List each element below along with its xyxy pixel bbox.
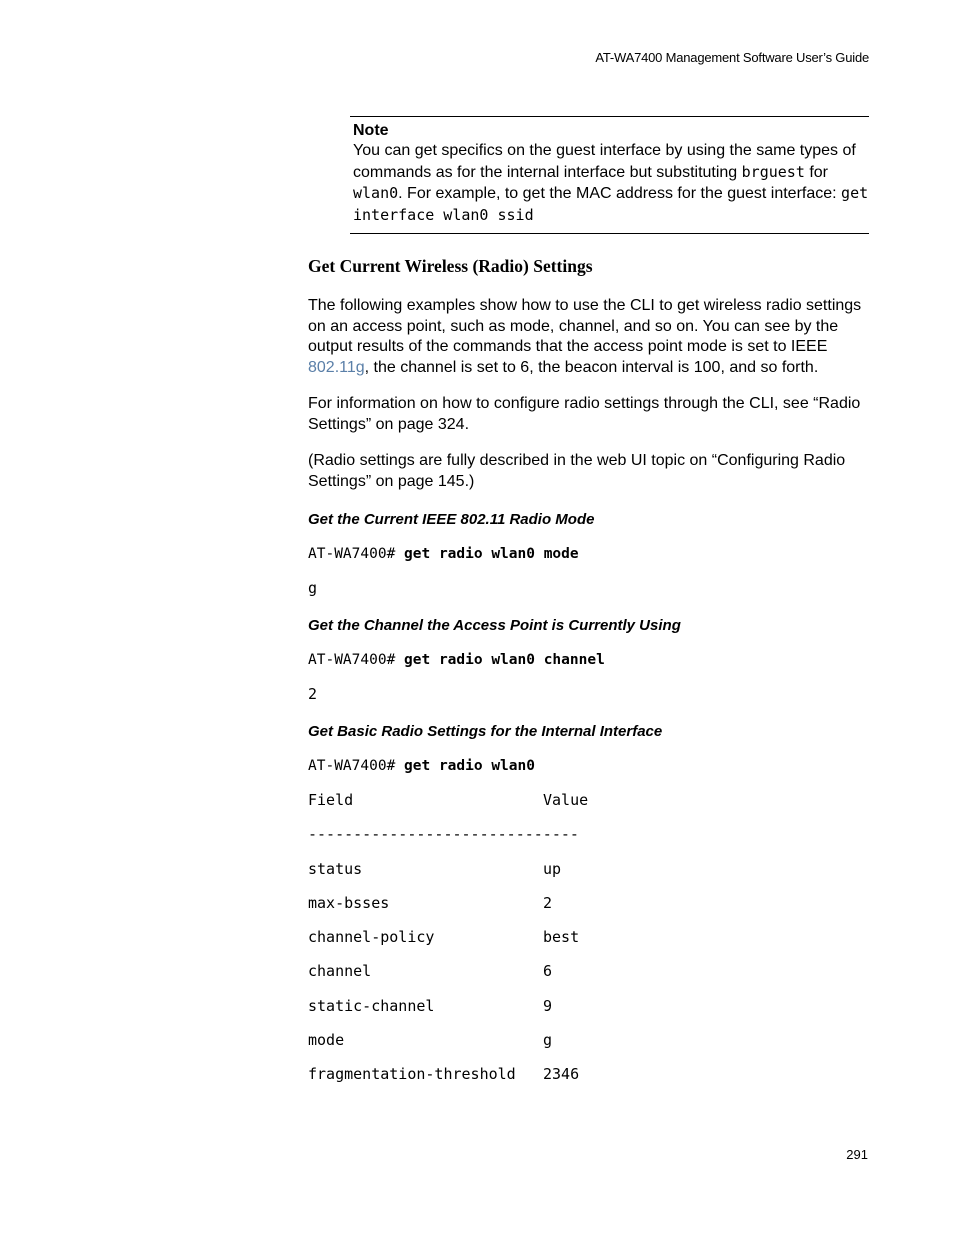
table-cell-value: 2346: [543, 1065, 580, 1084]
table-cell-field: max-bsses: [308, 893, 390, 912]
main-content: [308, 255, 868, 1099]
page-number: 291: [846, 1147, 868, 1162]
cli-prompt: AT-WA7400#: [308, 758, 405, 774]
example-heading-basic: Get Basic Radio Settings for the Internal Interface: [308, 723, 663, 740]
table-separator: [308, 824, 868, 844]
table-cell-field: channel-policy: [308, 928, 435, 947]
table-cell-value: up: [543, 859, 562, 878]
running-header: AT-WA7400 Management Software User’s Guide: [595, 50, 869, 65]
note-title: Note: [353, 122, 389, 139]
table-cell-field: mode: [308, 1031, 345, 1050]
table-cell-field: static-channel: [308, 996, 435, 1015]
note-text-3: . For example, to get the MAC address for the guest interface:: [398, 185, 842, 202]
cli-prompt: AT-WA7400#: [308, 546, 405, 562]
note-text-1: You can get specifics on the guest interface by using the same types of commands as for the internal interface but substituting: [353, 142, 856, 181]
table-row: [308, 996, 868, 1016]
cli-prompt: AT-WA7400#: [308, 652, 405, 668]
table-header-value: Value: [543, 791, 589, 809]
command-line-mode: [308, 544, 868, 564]
command-line-channel: [308, 650, 868, 670]
intro-paragraph: [308, 296, 868, 378]
command-output-mode: g: [308, 579, 318, 597]
note-body: [353, 141, 869, 226]
intro-text-a: The following examples show how to use the CLI to get wireless radio settings on an access point, such as mode, channel, and so on. You can see by the output results of the commands that the access point mode is set to IEEE: [308, 297, 862, 355]
table-cell-value: 9: [543, 996, 553, 1015]
cli-command: get radio wlan0 channel: [404, 652, 605, 668]
cli-reference-paragraph: For information on how to configure radio settings through the CLI, see “Radio Settings” on page 324.: [308, 395, 861, 433]
table-header-row: [308, 790, 868, 810]
section-heading: Get Current Wireless (Radio) Settings: [308, 256, 593, 276]
command-output-channel: 2: [308, 685, 318, 703]
note-code-wlan0: wlan0: [353, 184, 399, 202]
note-code-brguest: brguest: [741, 162, 805, 181]
intro-text-b: , the channel is set to 6, the beacon interval is 100, and so forth.: [364, 358, 819, 376]
note-code-command: get interface wlan0 ssid: [353, 184, 869, 224]
ieee-802-11g-link[interactable]: 802.11g: [308, 358, 365, 376]
note-text-2: for: [804, 163, 828, 181]
example-heading-mode: Get the Current IEEE 802.11 Radio Mode: [308, 511, 595, 528]
table-cell-value: g: [543, 1031, 553, 1050]
table-cell-field: channel: [308, 962, 372, 981]
table-cell-field: status: [308, 859, 363, 878]
example-heading-channel: Get the Channel the Access Point is Currently Using: [308, 617, 681, 634]
table-cell-value: best: [543, 928, 580, 947]
table-row: [308, 927, 868, 947]
table-header-field: Field: [308, 791, 354, 809]
table-separator-text: ------------------------------: [308, 825, 579, 844]
table-cell-field: fragmentation-threshold: [308, 1065, 516, 1084]
table-cell-value: 2: [543, 893, 553, 912]
cli-command: get radio wlan0: [404, 758, 535, 774]
table-row: [308, 961, 868, 981]
webui-reference-paragraph: (Radio settings are fully described in the web UI topic on “Configuring Radio Settings” on page 145.): [308, 452, 846, 490]
command-line-basic: [308, 756, 868, 776]
cli-command: get radio wlan0 mode: [404, 546, 579, 562]
table-row: [308, 1064, 868, 1084]
table-row: [308, 859, 868, 879]
table-row: [308, 893, 868, 913]
table-cell-value: 6: [543, 962, 553, 981]
note-box: [350, 116, 869, 234]
table-row: [308, 1030, 868, 1050]
